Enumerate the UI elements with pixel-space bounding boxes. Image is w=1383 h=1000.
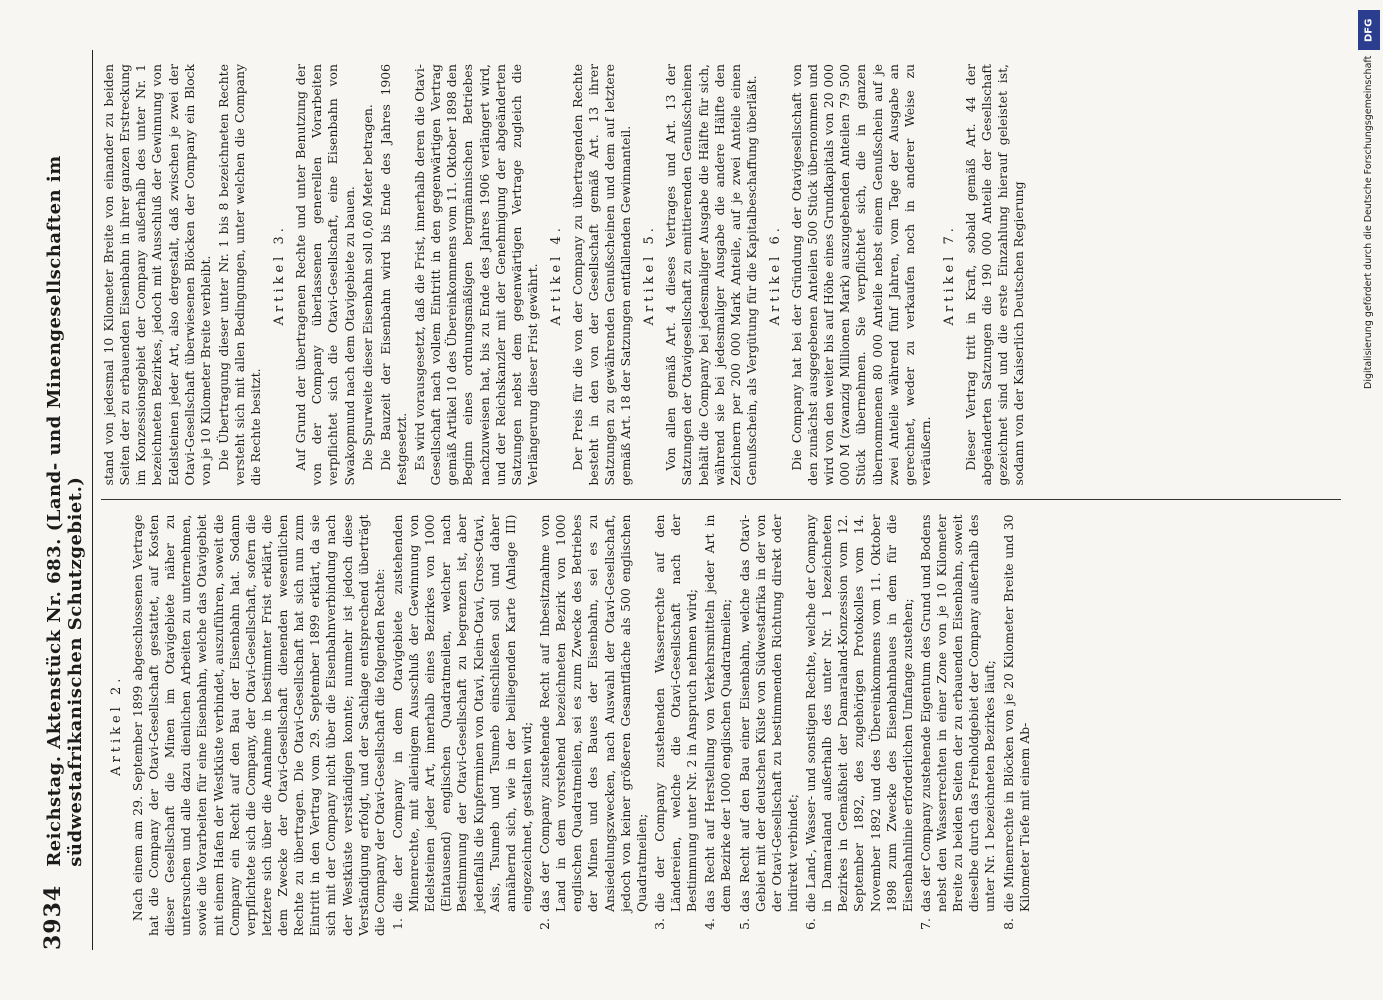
right-column	[101, 50, 1341, 500]
article-3-heading: Artikel 3.	[272, 224, 288, 326]
paragraph: Die Bauzeit der Eisenbahn wird bis Ende des Jahres 1906 festgesetzt.	[377, 64, 409, 486]
article-6-heading: Artikel 6.	[768, 224, 784, 326]
item-number: 5.	[736, 918, 752, 930]
list-item	[737, 515, 802, 937]
item-number: 4.	[702, 918, 718, 930]
item-number: 3.	[651, 918, 667, 930]
item-text: das der Company zustehende Eigentum des Grund und Bodens nebst den Wasserrechten in einer Zone von je 10 Kilometer Breite zu beiden Seiten der zu erbauenden Eisenbahn, soweit dieselbe durch das Freiholdgebiet der Company außerhalb des unter Nr. 1 bezeichneten Bezirkes läuft;	[917, 514, 998, 912]
list-item	[702, 515, 734, 937]
item-text: das Recht auf den Bau einer Eisenbahn, welche das Otavi-Gebiet mit der deutschen Küste von Südwestafrika in der von der Otavi-Gesellschaft zu bestimmenden Richtung direkt oder indirekt verbindet;	[736, 514, 800, 912]
running-title: Reichstag. Aktenstück Nr. 683. (Land- und Minengesellschaften im südwestafrikanischen Schutzgebiet.)	[44, 155, 86, 867]
item-number: 1.	[389, 918, 405, 930]
list-item	[537, 515, 650, 937]
page-number: 3934	[40, 884, 66, 950]
item-number: 8.	[1000, 918, 1016, 930]
running-header	[40, 50, 93, 950]
paragraph: Die Spurweite dieser Eisenbahn soll 0,60 Meter betragen.	[359, 104, 375, 471]
dfg-logo: DFG	[1358, 10, 1380, 50]
item-text: das der Company zustehende Recht auf Inbesitznahme von Land in dem vorstehend bezeichneten Bezirk von 1000 englischen Quadratmeilen, sei es zum Zwecke des Betriebes der Minen und des Baues der Eisenbahn, sei es zu Ansiedelungszwecken, nach Auswahl der Otavi-Gesellschaft, jedoch von keiner größeren Gesamtfläche als 500 englischen Quadratmeilen;	[537, 514, 649, 912]
list-item	[803, 515, 916, 937]
list-item	[390, 515, 535, 937]
digitization-credit: Digitalisierung gefördert durch die Deutsche Forschungsgemeinschaft	[1363, 56, 1374, 390]
document-page	[40, 40, 1340, 960]
article-5-text: Von allen gemäß Art. 4 dieses Vertrages und Art. 13 der Satzungen der Otavigesellschaft zu emittierenden Genußscheinen behält die Company bei jedesmaliger Ausgabe die Hälfte für sich, während sie bei jedesmaliger Ausgabe die andere Hälfte den Zeichnern per 200 000 Mark Anteile, auf je zwei Anteile einen Genußschein, als Vergütung für die Kapitalbeschaffung überläßt.	[663, 64, 759, 486]
article-2-intro: Nach einem am 29. September 1899 abgeschlossenen Vertrage hat die Company der Otavi-Gesellschaft gestattet, auf Kosten dieser Gesellschaft die Minen im Otavigebiete näher zu untersuchen und alle dazu dienlichen Arbeiten zu unternehmen, sowie die Vorarbeiten für eine Eisenbahn, welche das Otavigebiet mit einem Hafen der Westküste verbindet, auszuführen, soweit die Company ein Recht auf den Bau der Eisenbahn hat. Sodann verpflichtete sich die Company, der Otavi-Gesellschaft, sofern die letztere sich über die Annahme in bestimmter Frist erklärt, die dem Zwecke der Otavi-Gesellschaft dienenden wesentlichen Rechte zu übertragen. Die Otavi-Gesellschaft hat sich nun zum Eintritt in den Vertrag vom 29. September 1899 erklärt, da sie sich mit der Company nicht über die Eisenbahnverbindung nach der Westküste verständigen konnte; nunmehr ist jedoch diese Verständigung erfolgt, und der Sachlage entsprechend überträgt die Company der Otavi-Gesellschaft die folgenden Rechte:	[129, 514, 387, 936]
list-item	[918, 515, 999, 937]
continued-paragraph: stand von jedesmal 10 Kilometer Breite von einander zu beiden Seiten der zu erbauenden Eisenbahn in ihrer ganzen Erstreckung im Konzessionsgebiet der Company außerhalb des unter Nr. 1 bezeichneten Bezirkes, jedoch mit Ausschluß der Gewinnung von Edelsteinen jeder Art, also dergestalt, daß zwischen je zwei der Otavi-Gesellschaft überwiesenen Blöcken der Company ein Block von je 10 Kilometer Breite verbleibt.	[101, 64, 213, 486]
item-text: die Land-, Wasser- und sonstigen Rechte, welche der Company in Damaraland außerhalb des unter Nr. 1 bezeichneten Bezirkes in Gemäßheit der Damaraland-Konzession vom 12. September 1892, des zugehörigen Protokolles vom 14. November 1892 und des Übereinkommens vom 11. Oktober 1898 zum Zwecke des Eisenbahnbaues in dem für die Eisenbahnlinie erforderlichen Umfange zustehen;	[803, 514, 915, 912]
paragraph: Es wird vorausgesetzt, daß die Frist, innerhalb deren die Otavi-Gesellschaft nach vollem Eintritt in den gegenwärtigen Vertrag gemäß Artikel 10 des Übereinkommens vom 11. Oktober 1898 den Beginn eines ordnungsmäßigen bergmännischen Betriebes nachzuweisen hat, bis zu Ende des Jahres 1906 verlängert wird, und der Reichskanzler mit der Genehmigung der abgeänderten Satzungen nebst dem gegenwärtigen Vertrage zugleich die Verlängerung dieser Frist gewährt.	[412, 64, 540, 486]
list-item	[1001, 515, 1033, 937]
list-item	[652, 515, 700, 937]
item-text: die Minenrechte in Blöcken von je 20 Kilometer Breite und 30 Kilometer Tiefe mit einem Ab-	[1000, 514, 1032, 912]
article-7-text: Dieser Vertrag tritt in Kraft, sobald gemäß Art. 44 der abgeänderten Satzungen die 190 000 Anteile der Gesellschaft gezeichnet sind und die erste Einzahlung hierauf geleistet ist, sodann von der Kaiserlich Deutschen Regierung	[962, 64, 1027, 486]
article-7-heading: Artikel 7.	[942, 224, 958, 326]
article-6-text: Die Company hat bei der Gründung der Otavigesellschaft von den zunächst ausgegebenen Anteilen 500 Stück übernommen und wird von den weiter bis auf Höhe eines Grundkapitals von 20 000 000 M (zwanzig Millionen Mark) auszugebenden Anteilen 79 500 Stück übernehmen. Sie verpflichtet sich, die in ganzen übernommenen 80 000 Anteile nebst einem Genußschein auf je zwei Anteile während fünf Jahren, vom Tage der Ausgabe an gerechnet, weder zu verkaufen noch in anderer Weise zu veräußern.	[788, 64, 933, 486]
item-text: die der Company in dem Otavigebiete zustehenden Minenrechte, mit alleinigem Ausschluß der Gewinnung von Edelsteinen jeder Art, innerhalb eines Bezirkes von 1000 (Eintausend) englischen Quadratmeilen, welcher nach Bestimmung der Otavi-Gesellschaft zu begrenzen ist, aber jedenfalls die Kupferminen von Otavi, Klein-Otavi, Gross-Otavi, Asis, Tsumeb und Tsumeb einschließen soll und daher annähernd sich, wie in der beiliegenden Karte (Anlage III) eingezeichnet, gestalten wird;	[389, 514, 534, 912]
item-number: 7.	[917, 918, 933, 930]
paragraph: Die Übertragung dieser unter Nr. 1 bis 8 bezeichneten Rechte versteht sich mit allen Bedingungen, unter welchen die Company die Rechte besitzt.	[215, 64, 264, 486]
left-column	[101, 500, 1341, 951]
article-2-heading: Artikel 2.	[109, 674, 124, 776]
item-number: 6.	[803, 918, 819, 930]
article-3-text: Auf Grund der übertragenen Rechte und unter Benutzung der von der Company überlassenen generellen Vorarbeiten verpflichtet sich die Otavi-Gesellschaft, eine Eisenbahn von Swakopmund nach dem Otavigebiete zu bauen.	[293, 64, 357, 486]
item-text: das Recht auf Herstellung von Verkehrsmitteln jeder Art in dem Bezirke der 1000 englischen Quadratmeilen;	[702, 514, 734, 912]
article-4-text: Der Preis für die von der Company zu übertragenden Rechte besteht in den von der Gesellschaft gemäß Art. 13 ihrer Satzungen zu gewährenden Genußscheinen und dem auf letztere gemäß Art. 18 der Satzungen entfallenden Gewinnanteil.	[569, 64, 634, 486]
item-number: 2.	[537, 918, 553, 930]
article-4-heading: Artikel 4.	[549, 224, 565, 326]
article-5-heading: Artikel 5.	[642, 224, 658, 326]
item-text: die der Company zustehenden Wasserrechte auf den Ländereien, welche die Otavi-Gesellschaft nach der Bestimmung unter Nr. 2 in Anspruch nehmen wird;	[651, 514, 700, 912]
two-column-body	[101, 50, 1341, 950]
